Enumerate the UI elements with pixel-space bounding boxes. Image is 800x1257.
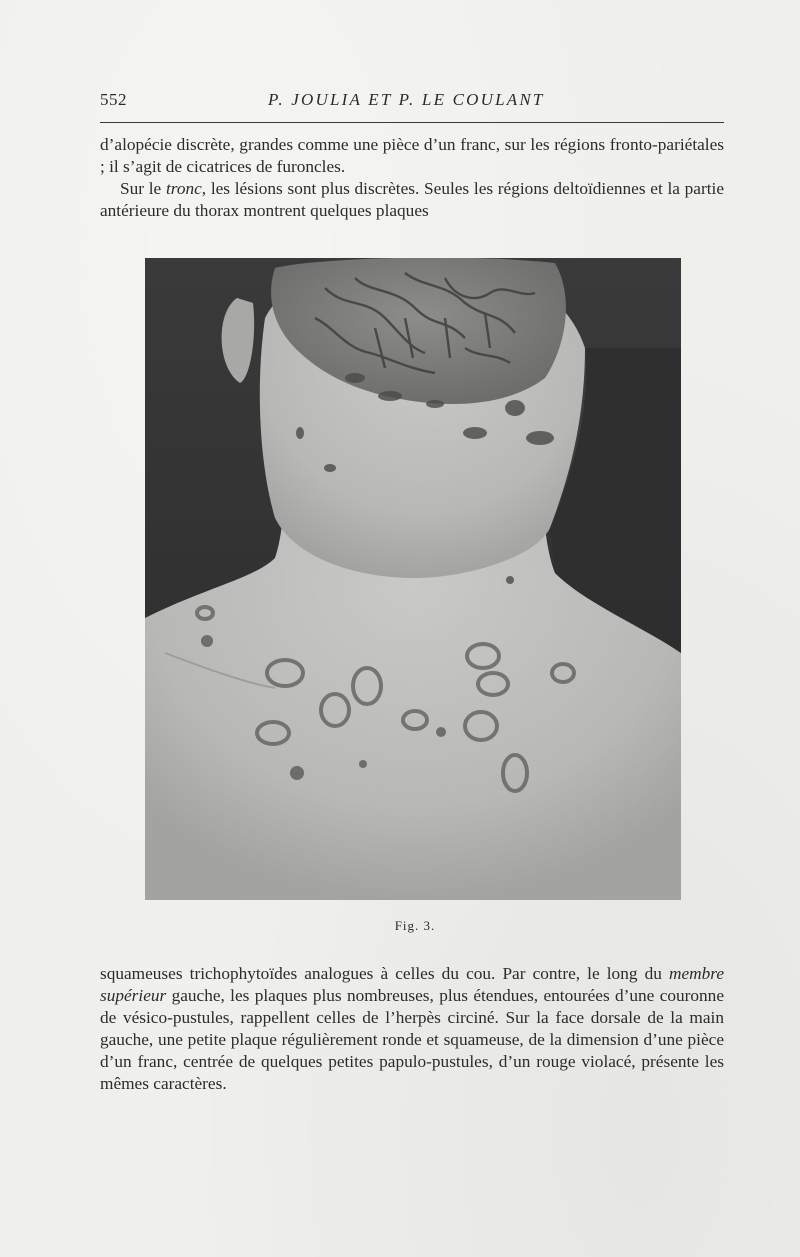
paragraph-3-part-2: gauche, les plaques plus nombreuses, plus étendues, entourées d’une couronne de vésico-pustules, rappellent celles de l’herpès circiné. Sur la face dorsale de la main gauche, une petite plaque régulièrement ronde et squameuse, de la dimension d’une pièce d’un franc, centrée de quelques petites papulo-pustules, d’un rouge violacé, présente les mêmes caractères. (100, 986, 724, 1093)
clinical-photograph (145, 258, 681, 900)
paragraph-2 (100, 178, 724, 222)
top-text-block (100, 134, 724, 222)
bottom-text-block (100, 963, 724, 1095)
paragraph-1-line-2: fronto-pariétales ; il s’agit de cicatrices de furoncles. (100, 135, 724, 176)
paragraph-3 (100, 963, 724, 1095)
running-head: P. JOULIA ET P. LE COULANT (268, 90, 545, 109)
paragraph-3-part-1: squameuses trichophytoïdes analogues à celles du cou. Par contre, le long du (100, 964, 669, 983)
header-rule (100, 122, 724, 123)
paragraph-2-prefix: Sur le (120, 179, 166, 198)
figure-caption-text: Fig. 3. (394, 918, 436, 933)
page-header (100, 84, 724, 124)
photograph-drawing (145, 258, 681, 900)
figure-caption (0, 918, 800, 934)
page-number: 552 (100, 90, 127, 109)
paragraph-3-italic: membre supérieur (100, 964, 724, 1005)
paragraph-1-line-1: d’alopécie discrète, grandes comme une pièce d’un franc, sur les régions (100, 135, 606, 154)
paragraph-1 (100, 134, 724, 178)
paragraph-2-italic: tronc (165, 179, 202, 198)
paragraph-2-rest: , les lésions sont plus discrètes. Seules les régions deltoïdiennes et la partie antérieure du thorax montrent quelques plaques (100, 179, 725, 220)
